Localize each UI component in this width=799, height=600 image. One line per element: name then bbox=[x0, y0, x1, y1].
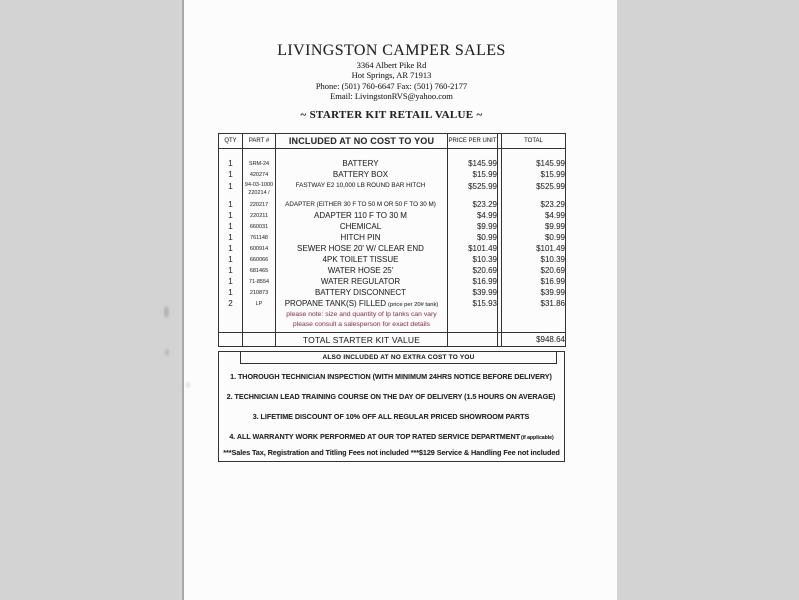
extras-list-item bbox=[221, 432, 562, 441]
line-total-cell: $31.86 bbox=[502, 298, 566, 309]
line-total-cell: $525.99 bbox=[502, 180, 566, 199]
extras-box bbox=[218, 351, 565, 462]
total-label: TOTAL STARTER KIT VALUE bbox=[276, 333, 448, 347]
price-per-unit-cell: $15.99 bbox=[448, 169, 498, 180]
empty-cell bbox=[502, 309, 566, 319]
part-number-cell bbox=[243, 158, 276, 169]
qty-cell: 1 bbox=[219, 210, 243, 221]
item-description: 4PK TOILET TISSUE bbox=[322, 255, 399, 264]
line-total-cell: $0.99 bbox=[502, 232, 566, 243]
empty-cell bbox=[448, 333, 498, 347]
part-number-cell bbox=[243, 265, 276, 276]
part-number-cell bbox=[243, 210, 276, 221]
line-total-cell: $23.29 bbox=[502, 199, 566, 210]
part-number-cell bbox=[243, 169, 276, 180]
part-number-cell bbox=[243, 243, 276, 254]
part-number: 761148 bbox=[250, 234, 268, 241]
item-description-cell bbox=[276, 276, 448, 287]
empty-cell bbox=[502, 319, 566, 329]
phone-fax-line: Phone: (501) 760-6647 Fax: (501) 760-2177 bbox=[315, 80, 468, 91]
extras-item-suffix: (if applicable) bbox=[520, 435, 554, 441]
part-number-cell bbox=[243, 254, 276, 265]
part-number: 220211 bbox=[250, 212, 268, 219]
item-description-cell bbox=[276, 243, 448, 254]
part-number: LP bbox=[255, 300, 263, 307]
item-description-cell bbox=[276, 232, 448, 243]
line-total-cell: $145.99 bbox=[502, 158, 566, 169]
col-header-part: PART # bbox=[243, 134, 276, 149]
item-description-cell bbox=[276, 180, 448, 199]
spacer-row bbox=[219, 149, 566, 159]
part-number: SRM-24 bbox=[248, 160, 270, 167]
part-number-cell bbox=[243, 276, 276, 287]
extras-list-item bbox=[221, 412, 562, 421]
qty-cell: 1 bbox=[219, 287, 243, 298]
part-number: 660066 bbox=[249, 256, 269, 263]
part-number: 94-03-1000 bbox=[244, 182, 274, 188]
table-row bbox=[219, 199, 566, 210]
scan-smudge bbox=[164, 306, 169, 318]
email-line: Email: LivingstonRVS@yahoo.com bbox=[330, 91, 453, 101]
item-description: HITCH PIN bbox=[340, 233, 381, 242]
qty-cell: 1 bbox=[219, 232, 243, 243]
col-header-total: TOTAL bbox=[502, 134, 566, 149]
empty-cell bbox=[219, 309, 243, 319]
extras-item-text: 3. LIFETIME DISCOUNT OF 10% OFF ALL REGULAR PRICED SHOWROOM PARTS bbox=[252, 412, 530, 421]
document-title: ~ STARTER KIT RETAIL VALUE ~ bbox=[300, 109, 483, 121]
line-total-cell: $20.69 bbox=[502, 265, 566, 276]
empty-cell bbox=[243, 319, 276, 329]
extras-item-text: 1. THOROUGH TECHNICIAN INSPECTION (WITH MINIMUM 24HRS NOTICE BEFORE DELIVERY) bbox=[230, 372, 552, 381]
table-row bbox=[219, 210, 566, 221]
qty-cell: 1 bbox=[219, 158, 243, 169]
part-number: 71-8554 bbox=[248, 278, 270, 285]
qty-cell: 1 bbox=[219, 221, 243, 232]
item-description-note: (price per 20# tank) bbox=[388, 302, 439, 308]
item-description: CHEMICAL bbox=[339, 222, 382, 231]
item-description-cell bbox=[276, 169, 448, 180]
table-row bbox=[219, 169, 566, 180]
qty-cell: 1 bbox=[219, 180, 243, 199]
item-description-cell bbox=[276, 298, 448, 309]
line-total-cell: $39.99 bbox=[502, 287, 566, 298]
lp-note-line-1: please note: size and quantity of lp tanks can vary bbox=[276, 309, 448, 319]
qty-cell: 1 bbox=[219, 254, 243, 265]
part-number-line2: 220214 / bbox=[248, 189, 270, 196]
address-line-1: 3364 Albert Pike Rd bbox=[356, 60, 427, 70]
table-row bbox=[219, 287, 566, 298]
item-description-cell bbox=[276, 287, 448, 298]
extras-item-text: 4. ALL WARRANTY WORK PERFORMED AT OUR TOP RATED SERVICE DEPARTMENT bbox=[229, 432, 520, 441]
part-number: 600914 bbox=[249, 245, 269, 252]
item-description: SEWER HOSE 20' W/ CLEAR END bbox=[297, 244, 424, 253]
price-per-unit-cell: $39.99 bbox=[448, 287, 498, 298]
empty-cell bbox=[219, 333, 243, 347]
item-description: WATER REGULATOR bbox=[320, 277, 401, 286]
empty-cell bbox=[448, 309, 498, 319]
total-row bbox=[219, 333, 566, 347]
part-number-cell bbox=[243, 180, 276, 199]
table-header-row bbox=[219, 134, 566, 149]
table-row bbox=[219, 158, 566, 169]
price-per-unit-cell: $0.99 bbox=[448, 232, 498, 243]
item-description-cell bbox=[276, 158, 448, 169]
total-kit-value: $948.64 bbox=[502, 333, 566, 347]
starter-kit-rows bbox=[219, 149, 566, 310]
part-number: 660031 bbox=[249, 223, 269, 230]
price-per-unit-cell: $20.69 bbox=[448, 265, 498, 276]
col-header-price-per-unit: PRICE PER UNIT bbox=[448, 134, 498, 149]
extras-box-header: ALSO INCLUDED AT NO EXTRA COST TO YOU bbox=[240, 352, 557, 364]
qty-cell: 1 bbox=[219, 276, 243, 287]
line-total-cell: $9.99 bbox=[502, 221, 566, 232]
lp-note-line-2: please consult a salesperson for exact details bbox=[276, 319, 448, 329]
line-total-cell: $16.99 bbox=[502, 276, 566, 287]
item-description-cell bbox=[276, 199, 448, 210]
table-row bbox=[219, 298, 566, 309]
empty-cell bbox=[448, 319, 498, 329]
part-number: 681465 bbox=[249, 267, 269, 274]
item-description: PROPANE TANK(S) FILLED bbox=[284, 299, 387, 308]
extras-list-item bbox=[221, 372, 562, 381]
extras-list-item bbox=[221, 392, 562, 401]
line-total-cell: $10.39 bbox=[502, 254, 566, 265]
price-per-unit-cell: $525.99 bbox=[448, 180, 498, 199]
part-number-cell bbox=[243, 199, 276, 210]
fees-footnote: ***Sales Tax, Registration and Titling Fees not included ***$129 Service & Handling Fee not included bbox=[223, 448, 560, 457]
price-per-unit-cell: $16.99 bbox=[448, 276, 498, 287]
item-description: BATTERY BOX bbox=[332, 170, 389, 179]
starter-kit-table bbox=[218, 133, 566, 347]
line-total-cell: $4.99 bbox=[502, 210, 566, 221]
price-per-unit-cell: $145.99 bbox=[448, 158, 498, 169]
address-line-2: Hot Springs, AR 71913 bbox=[351, 70, 432, 80]
col-header-qty: QTY bbox=[219, 134, 243, 149]
table-footer-rows bbox=[219, 309, 566, 347]
item-description: BATTERY DISCONNECT bbox=[314, 288, 407, 297]
price-per-unit-cell: $23.29 bbox=[448, 199, 498, 210]
qty-cell: 1 bbox=[219, 169, 243, 180]
part-number: 210873 bbox=[249, 289, 269, 296]
scanned-document-page bbox=[182, 0, 617, 600]
scan-smudge bbox=[186, 382, 190, 388]
part-number-cell bbox=[243, 287, 276, 298]
qty-cell: 2 bbox=[219, 298, 243, 309]
price-per-unit-cell: $15.93 bbox=[448, 298, 498, 309]
item-description-cell bbox=[276, 210, 448, 221]
item-description-cell bbox=[276, 265, 448, 276]
price-per-unit-cell: $101.49 bbox=[448, 243, 498, 254]
empty-cell bbox=[243, 309, 276, 319]
item-description-cell bbox=[276, 254, 448, 265]
table-row bbox=[219, 254, 566, 265]
price-per-unit-cell: $10.39 bbox=[448, 254, 498, 265]
empty-cell bbox=[243, 333, 276, 347]
qty-cell: 1 bbox=[219, 199, 243, 210]
item-description: WATER HOSE 25' bbox=[327, 266, 394, 275]
part-number: 420274 bbox=[249, 171, 269, 178]
part-number-cell bbox=[243, 221, 276, 232]
part-number: 220217 bbox=[249, 201, 269, 208]
item-description: BATTERY bbox=[342, 159, 379, 168]
price-per-unit-cell: $4.99 bbox=[448, 210, 498, 221]
qty-cell: 1 bbox=[219, 243, 243, 254]
table-row bbox=[219, 276, 566, 287]
table-row bbox=[219, 243, 566, 254]
col-header-description: INCLUDED AT NO COST TO YOU bbox=[276, 134, 448, 149]
part-number-cell bbox=[243, 232, 276, 243]
table-row bbox=[219, 221, 566, 232]
note-row bbox=[219, 309, 566, 319]
item-description-cell bbox=[276, 221, 448, 232]
qty-cell: 1 bbox=[219, 265, 243, 276]
table-row bbox=[219, 265, 566, 276]
table-row bbox=[219, 232, 566, 243]
part-number-cell bbox=[243, 298, 276, 309]
extras-item-text: 2. TECHNICIAN LEAD TRAINING COURSE ON THE DAY OF DELIVERY (1.5 HOURS ON AVERAGE) bbox=[226, 392, 556, 401]
company-name: LIVINGSTON CAMPER SALES bbox=[277, 42, 506, 59]
table-row bbox=[219, 180, 566, 199]
item-description: FASTWAY E2 10,000 LB ROUND BAR HITCH bbox=[295, 182, 426, 189]
line-total-cell: $15.99 bbox=[502, 169, 566, 180]
item-description: ADAPTER 110 F TO 30 M bbox=[314, 211, 407, 220]
scan-smudge bbox=[165, 349, 169, 356]
note-row bbox=[219, 319, 566, 329]
price-per-unit-cell: $9.99 bbox=[448, 221, 498, 232]
item-description: ADAPTER (EITHER 30 F TO 50 M OR 50 F TO 30 M) bbox=[285, 201, 436, 208]
empty-cell bbox=[219, 319, 243, 329]
line-total-cell: $101.49 bbox=[502, 243, 566, 254]
